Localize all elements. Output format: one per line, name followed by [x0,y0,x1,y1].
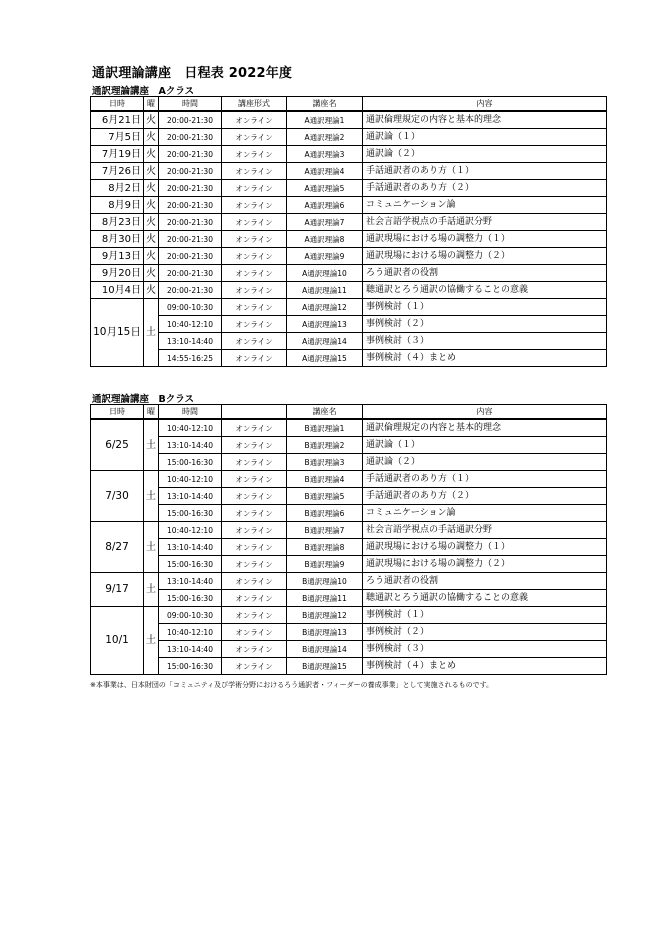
content-cell: 事例検討（１） [363,299,607,316]
content-cell: 通訳倫理規定の内容と基本的理念 [363,111,607,129]
course-cell: B通訳理論15 [287,658,363,675]
content-cell: 手話通訳者のあり方（１） [363,163,607,180]
format-cell: オンライン [222,539,287,556]
course-cell: A通訳理論10 [287,265,363,282]
course-cell: B通訳理論2 [287,437,363,454]
table-row [91,607,607,624]
course-cell: A通訳理論3 [287,146,363,163]
format-cell: オンライン [222,248,287,265]
date-cell: 8月23日 [91,214,144,231]
time-cell: 13:10-14:40 [159,641,222,658]
time-cell: 20:00-21:30 [159,214,222,231]
time-cell: 20:00-21:30 [159,180,222,197]
content-cell: 聴通訳とろう通訳の協働することの意義 [363,590,607,607]
content-cell: 通訳倫理規定の内容と基本的理念 [363,419,607,437]
footnote: ※本事業は、日本財団の「コミュニティ及び学術分野におけるろう通訳者・フィーダーの養成事業」として実施されるものです。 [90,681,494,689]
header-row [91,405,607,420]
format-cell: オンライン [222,282,287,299]
dow-cell: 火 [144,248,159,265]
course-cell: B通訳理論7 [287,522,363,539]
header-course: 講座名 [287,97,363,112]
time-cell: 20:00-21:30 [159,163,222,180]
header-date: 日時 [91,97,144,112]
dow-cell: 土 [144,419,159,471]
time-cell: 15:00-16:30 [159,590,222,607]
format-cell: オンライン [222,556,287,573]
date-cell: 6/25 [91,419,144,471]
table-row [91,658,607,675]
date-cell: 9/17 [91,573,144,607]
date-cell: 8月30日 [91,231,144,248]
course-cell: A通訳理論6 [287,197,363,214]
time-cell: 20:00-21:30 [159,231,222,248]
table-row [91,231,607,248]
format-cell: オンライン [222,180,287,197]
time-cell: 10:40-12:10 [159,522,222,539]
content-cell: 通訳現場における場の調整力（１） [363,231,607,248]
content-cell: 事例検討（３） [363,333,607,350]
content-cell: 事例検討（４）まとめ [363,658,607,675]
table-row [91,333,607,350]
date-cell: 10月15日 [91,299,144,367]
time-cell: 20:00-21:30 [159,146,222,163]
time-cell: 20:00-21:30 [159,111,222,129]
content-cell: 事例検討（１） [363,607,607,624]
header-format [222,405,287,420]
table-row [91,505,607,522]
course-cell: B通訳理論4 [287,471,363,488]
table-row [91,197,607,214]
table-row [91,111,607,129]
course-cell: B通訳理論9 [287,556,363,573]
content-cell: 手話通訳者のあり方（１） [363,471,607,488]
course-cell: A通訳理論13 [287,316,363,333]
course-cell: A通訳理論9 [287,248,363,265]
header-row [91,97,607,112]
course-cell: B通訳理論3 [287,454,363,471]
dow-cell: 火 [144,197,159,214]
course-cell: A通訳理論5 [287,180,363,197]
date-cell: 10/1 [91,607,144,675]
course-cell: B通訳理論13 [287,624,363,641]
content-cell: 聴通訳とろう通訳の協働することの意義 [363,282,607,299]
table-row [91,624,607,641]
content-cell: 事例検討（３） [363,641,607,658]
date-cell: 9月20日 [91,265,144,282]
class-b-schedule-table [90,404,607,675]
format-cell: オンライン [222,607,287,624]
table-row [91,437,607,454]
table-row [91,350,607,367]
time-cell: 10:40-12:10 [159,624,222,641]
content-cell: 事例検討（４）まとめ [363,350,607,367]
table-row [91,556,607,573]
time-cell: 15:00-16:30 [159,505,222,522]
header-time: 時間 [159,405,222,420]
class-a-title: 通訳理論講座 Aクラス [92,86,195,97]
date-cell: 8月9日 [91,197,144,214]
dow-cell: 火 [144,282,159,299]
time-cell: 13:10-14:40 [159,437,222,454]
date-cell: 6月21日 [91,111,144,129]
time-cell: 20:00-21:30 [159,248,222,265]
table-row [91,299,607,316]
header-format: 講座形式 [222,97,287,112]
header-date: 日時 [91,405,144,420]
format-cell: オンライン [222,471,287,488]
time-cell: 20:00-21:30 [159,197,222,214]
date-cell: 7月5日 [91,129,144,146]
date-cell: 7月26日 [91,163,144,180]
date-cell: 7月19日 [91,146,144,163]
course-cell: B通訳理論12 [287,607,363,624]
time-cell: 20:00-21:30 [159,265,222,282]
dow-cell: 火 [144,163,159,180]
format-cell: オンライン [222,454,287,471]
header-content: 内容 [363,405,607,420]
date-cell: 8月2日 [91,180,144,197]
dow-cell: 土 [144,471,159,522]
format-cell: オンライン [222,641,287,658]
dow-cell: 火 [144,265,159,282]
format-cell: オンライン [222,299,287,316]
content-cell: 事例検討（２） [363,316,607,333]
format-cell: オンライン [222,333,287,350]
content-cell: 事例検討（２） [363,624,607,641]
course-cell: A通訳理論15 [287,350,363,367]
class-a-schedule-table [90,96,607,367]
time-cell: 09:00-10:30 [159,299,222,316]
content-cell: コミュニケーション論 [363,197,607,214]
course-cell: A通訳理論2 [287,129,363,146]
content-cell: 通訳現場における場の調整力（２） [363,556,607,573]
date-cell: 8/27 [91,522,144,573]
course-cell: B通訳理論1 [287,419,363,437]
format-cell: オンライン [222,590,287,607]
table-row [91,641,607,658]
dow-cell: 火 [144,180,159,197]
dow-cell: 土 [144,607,159,675]
table-row [91,146,607,163]
course-cell: A通訳理論11 [287,282,363,299]
table-row [91,488,607,505]
format-cell: オンライン [222,214,287,231]
format-cell: オンライン [222,146,287,163]
header-course: 講座名 [287,405,363,420]
table-row [91,316,607,333]
content-cell: 社会言語学視点の手話通訳分野 [363,214,607,231]
format-cell: オンライン [222,505,287,522]
time-cell: 10:40-12:10 [159,419,222,437]
course-cell: B通訳理論10 [287,573,363,590]
page-title: 通訳理論講座 日程表 2022年度 [92,66,293,81]
course-cell: B通訳理論14 [287,641,363,658]
dow-cell: 火 [144,111,159,129]
content-cell: 通訳論（１） [363,129,607,146]
table-row [91,180,607,197]
course-cell: B通訳理論6 [287,505,363,522]
dow-cell: 火 [144,231,159,248]
time-cell: 15:00-16:30 [159,658,222,675]
time-cell: 13:10-14:40 [159,539,222,556]
date-cell: 10月4日 [91,282,144,299]
course-cell: A通訳理論14 [287,333,363,350]
table-row [91,522,607,539]
format-cell: オンライン [222,163,287,180]
time-cell: 20:00-21:30 [159,129,222,146]
course-cell: A通訳理論1 [287,111,363,129]
dow-cell: 土 [144,522,159,573]
dow-cell: 火 [144,129,159,146]
table-row [91,454,607,471]
content-cell: 通訳論（１） [363,437,607,454]
table-row [91,129,607,146]
time-cell: 13:10-14:40 [159,488,222,505]
time-cell: 10:40-12:10 [159,316,222,333]
date-cell: 9月13日 [91,248,144,265]
table-row [91,471,607,488]
time-cell: 13:10-14:40 [159,333,222,350]
format-cell: オンライン [222,658,287,675]
table-row [91,419,607,437]
format-cell: オンライン [222,419,287,437]
format-cell: オンライン [222,197,287,214]
content-cell: ろう通訳者の役割 [363,573,607,590]
content-cell: 手話通訳者のあり方（２） [363,488,607,505]
format-cell: オンライン [222,265,287,282]
table-row [91,573,607,590]
header-content: 内容 [363,97,607,112]
dow-cell: 火 [144,146,159,163]
format-cell: オンライン [222,350,287,367]
course-cell: B通訳理論5 [287,488,363,505]
format-cell: オンライン [222,573,287,590]
course-cell: A通訳理論7 [287,214,363,231]
course-cell: A通訳理論12 [287,299,363,316]
format-cell: オンライン [222,111,287,129]
content-cell: 通訳論（２） [363,454,607,471]
dow-cell: 火 [144,214,159,231]
format-cell: オンライン [222,316,287,333]
table-row [91,539,607,556]
content-cell: 通訳論（２） [363,146,607,163]
header-time: 時間 [159,97,222,112]
table-row [91,163,607,180]
course-cell: A通訳理論8 [287,231,363,248]
table-row [91,265,607,282]
time-cell: 14:55-16:25 [159,350,222,367]
dow-cell: 土 [144,299,159,367]
content-cell: 通訳現場における場の調整力（２） [363,248,607,265]
format-cell: オンライン [222,488,287,505]
dow-cell: 土 [144,573,159,607]
content-cell: 手話通訳者のあり方（２） [363,180,607,197]
header-dow: 曜 [144,97,159,112]
table-row [91,282,607,299]
time-cell: 13:10-14:40 [159,573,222,590]
time-cell: 20:00-21:30 [159,282,222,299]
class-b-title: 通訳理論講座 Bクラス [92,394,194,405]
time-cell: 15:00-16:30 [159,556,222,573]
format-cell: オンライン [222,129,287,146]
format-cell: オンライン [222,437,287,454]
table-row [91,214,607,231]
content-cell: 通訳現場における場の調整力（１） [363,539,607,556]
table-row [91,248,607,265]
time-cell: 15:00-16:30 [159,454,222,471]
table-row [91,590,607,607]
format-cell: オンライン [222,231,287,248]
format-cell: オンライン [222,624,287,641]
date-cell: 7/30 [91,471,144,522]
content-cell: 社会言語学視点の手話通訳分野 [363,522,607,539]
time-cell: 09:00-10:30 [159,607,222,624]
header-dow: 曜 [144,405,159,420]
content-cell: ろう通訳者の役割 [363,265,607,282]
course-cell: B通訳理論8 [287,539,363,556]
format-cell: オンライン [222,522,287,539]
time-cell: 10:40-12:10 [159,471,222,488]
course-cell: A通訳理論4 [287,163,363,180]
content-cell: コミュニケーション論 [363,505,607,522]
course-cell: B通訳理論11 [287,590,363,607]
